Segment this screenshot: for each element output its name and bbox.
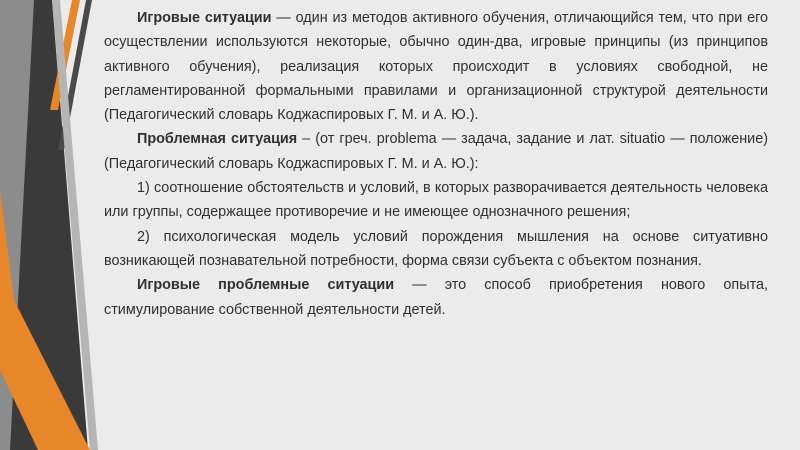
term-bold: Игровые проблемные ситуации	[137, 277, 395, 294]
term-bold: Игровые ситуации	[137, 10, 272, 26]
slide-text	[104, 6, 768, 322]
paragraph-definition-2	[104, 225, 768, 274]
paragraph-text: 1) соотношение обстоятельств и условий, в которых разворачивается деятельность человека или группы, содержащее противоречие и не имеющее однозначного решения;	[104, 180, 768, 221]
paragraph-game-situations	[104, 6, 768, 127]
paragraph-text: – (от греч. problema — задача, задание и лат. situatio — положение) (Педагогический словарь Коджаспировых Г. М. и А. Ю.):	[104, 131, 768, 172]
paragraph-problem-situation	[104, 127, 768, 176]
paragraph-definition-1	[104, 176, 768, 225]
term-bold: Проблемная ситуация	[137, 131, 298, 148]
paragraph-text: 2) психологическая модель условий порождения мышления на основе ситуативно возникающей познавательной потребности, форма связи субъекта с объектом познания.	[104, 228, 768, 269]
paragraph-game-problem-situations	[104, 273, 768, 322]
paragraph-text: — один из методов активного обучения, отличающийся тем, что при его осуществлении используются некоторые, обычно один-два, игровые принципы (из принципов активного обучения), реализация которых происходит в условиях свободной, не регламентированной формальными правилами и организационной структурой деятельности (Педагогический словарь Коджаспировых Г. М. и А. Ю.).	[104, 10, 769, 124]
paragraph-text: — это способ приобретения нового опыта, стимулирование собственной деятельности детей.	[104, 277, 768, 318]
